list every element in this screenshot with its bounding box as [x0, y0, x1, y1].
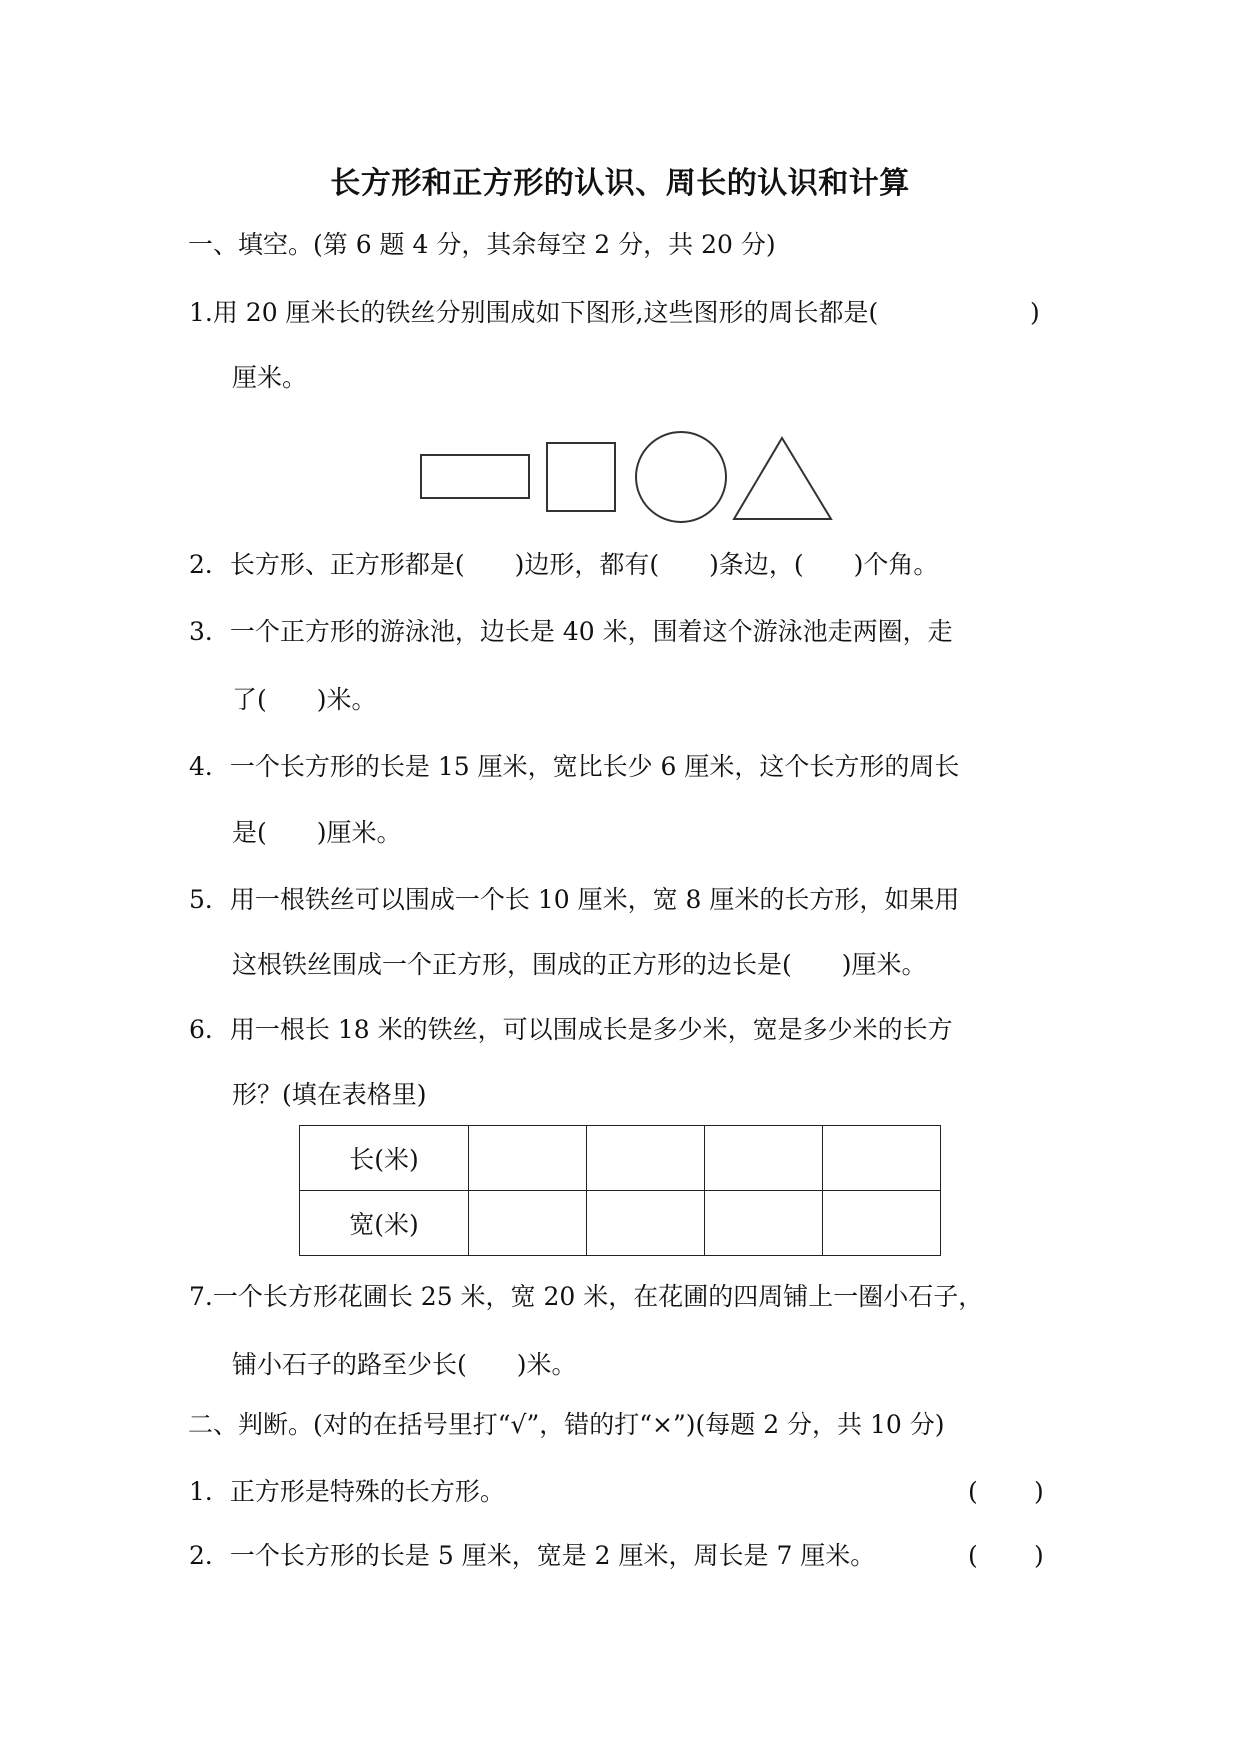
table-row-length: [300, 1126, 941, 1191]
section-2-heading: 二、判断。(对的在括号里打“√”，错的打“×”)(每题 2 分，共 10 分): [188, 1410, 945, 1439]
width-cell-1[interactable]: [469, 1191, 587, 1256]
length-width-table: [299, 1125, 941, 1256]
question-7-line-2: 铺小石子的路至少长( )米。: [232, 1350, 577, 1379]
length-cell-2[interactable]: [587, 1126, 705, 1191]
question-5-line-1: 5．用一根铁丝可以围成一个长 10 厘米，宽 8 厘米的长方形，如果用: [189, 885, 960, 914]
triangle-shape: [734, 438, 831, 519]
length-cell-4[interactable]: [823, 1126, 941, 1191]
square-shape: [547, 443, 615, 511]
question-1-line-1: 1.用 20 厘米长的铁丝分别围成如下图形,这些图形的周长都是(: [189, 298, 879, 327]
question-6-line-2: 形？(填在表格里): [232, 1080, 427, 1109]
circle-shape: [636, 432, 726, 522]
question-3-line-2: 了( )米。: [232, 685, 377, 714]
length-cell-3[interactable]: [705, 1126, 823, 1191]
question-2-line-1: 2．长方形、正方形都是( )边形，都有( )条边，( )个角。: [189, 550, 939, 579]
table-row-width: [300, 1191, 941, 1256]
page-title: 长方形和正方形的认识、周长的认识和计算: [330, 166, 910, 201]
judgment-2-paren-close: ): [1034, 1541, 1044, 1570]
length-cell-1[interactable]: [469, 1126, 587, 1191]
judgment-1-text: 1．正方形是特殊的长方形。: [189, 1477, 505, 1506]
judgment-1-paren-open: (: [968, 1477, 978, 1506]
width-cell-3[interactable]: [705, 1191, 823, 1256]
question-4-line-1: 4．一个长方形的长是 15 厘米，宽比长少 6 厘米，这个长方形的周长: [189, 752, 960, 781]
rectangle-shape: [421, 455, 529, 498]
row-label-length: 长(米): [300, 1126, 469, 1191]
judgment-2-paren-open: (: [968, 1541, 978, 1570]
judgment-2-text: 2．一个长方形的长是 5 厘米，宽是 2 厘米，周长是 7 厘米。: [189, 1541, 876, 1570]
question-3-line-1: 3．一个正方形的游泳池，边长是 40 米，围着这个游泳池走两圈，走: [189, 617, 953, 646]
question-4-line-2: 是( )厘米。: [232, 818, 402, 847]
width-cell-2[interactable]: [587, 1191, 705, 1256]
width-cell-4[interactable]: [823, 1191, 941, 1256]
question-1-line-2: 厘米。: [232, 363, 308, 392]
section-1-heading: 一、填空。(第 6 题 4 分，其余每空 2 分，共 20 分): [188, 230, 776, 259]
judgment-1-paren-close: ): [1034, 1477, 1044, 1506]
question-5-line-2: 这根铁丝围成一个正方形，围成的正方形的边长是( )厘米。: [232, 950, 927, 979]
question-7-line-1: 7.一个长方形花圃长 25 米，宽 20 米，在花圃的四周铺上一圈小石子，: [189, 1282, 984, 1311]
question-1-blank-close: ): [1030, 298, 1040, 327]
row-label-width: 宽(米): [300, 1191, 469, 1256]
question-6-line-1: 6．用一根长 18 米的铁丝，可以围成长是多少米，宽是多少米的长方: [189, 1015, 953, 1044]
